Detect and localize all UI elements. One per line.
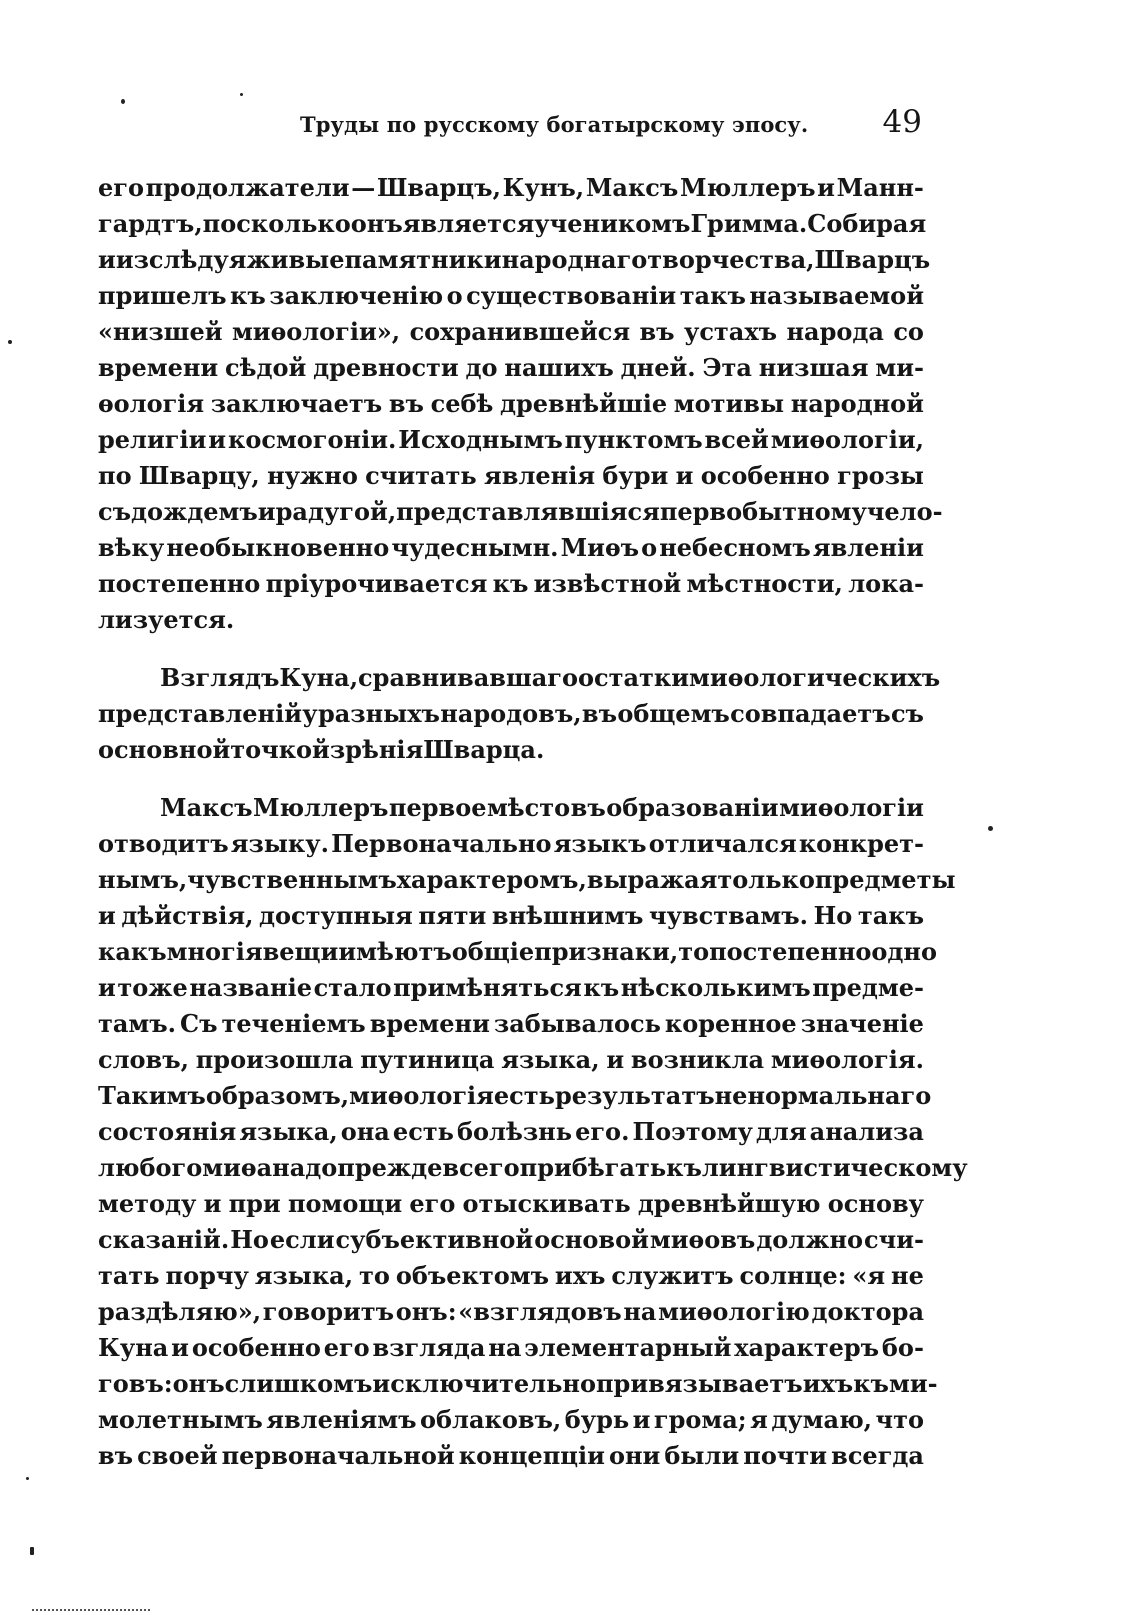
text-line: Куна и особенно его взгляда на элементарный характеръ бо- [98,1333,924,1362]
text-line: времени сѣдой древности до нашихъ дней. Эта низшая ми- [98,353,924,382]
text-line: тать порчу языка, то объектомъ ихъ служитъ солнце: «я не [98,1261,924,1290]
paragraph [98,170,943,638]
running-title: Труды по русскому богатырскому эпосу. [300,112,809,137]
scan-speck [8,340,12,344]
text-line: вѣку необыкновенно чудеснымн. Миѳъ о небесномъ явленіи [98,533,924,562]
text-line: въ своей первоначальной концепціи они были почти всегда [98,1441,924,1470]
text-line: и дѣйствія, доступныя пяти внѣшнимъ чувствамъ. Но такъ [98,901,924,930]
text-line: по Шварцу, нужно считать явленія бури и особенно грозы [98,461,924,490]
text-line: какъ многія вещи имѣютъ общіе признаки, то постепенно одно [98,937,937,966]
text-line: Такимъ образомъ, миѳологія есть результатъ ненормальнаго [98,1081,932,1110]
text-line: Взглядъ Куна, сравнивавшаго остатки миѳологическихъ [160,663,941,692]
text-line: съ дождемъ и радугой, представлявшіяся первобытному чело- [98,497,943,526]
text-line: ѳологія заключаетъ въ себѣ древнѣйшіе мотивы народной [98,389,924,418]
text-line: основной точкой зрѣнія Шварца. [98,735,545,764]
text-line: его продолжатели — Шварцъ, Кунъ, Максъ Мюллеръ и Манн- [98,173,924,202]
text-line: постепенно пріурочивается къ извѣстной мѣстности, лока- [98,569,924,598]
paragraph-gap [98,768,924,790]
text-line: сказаній. Но если субъективной основой миѳовъ должно счи- [98,1225,924,1254]
text-line: лизуется. [98,605,235,634]
text-line: отводитъ языку. Первоначально языкъ отличался конкрет- [98,829,924,858]
page-number: 49 [882,104,922,140]
body-text [98,170,968,1474]
text-line: «низшей миѳологіи», сохранившейся въ устахъ народа со [98,317,924,346]
text-line: представленій у разныхъ народовъ, въ общемъ совпадаетъ съ [98,699,924,728]
text-line: молетнымъ явленіямъ облаковъ, бурь и грома; я думаю, что [98,1405,924,1434]
text-line: пришелъ къ заключенію о существованіи такъ называемой [98,281,924,310]
text-line: раздѣляю», говоритъ онъ: «взглядовъ на миѳологію доктора [98,1297,924,1326]
text-line: нымъ, чувственнымъ характеромъ, выражая только предметы [98,865,956,894]
text-line: методу и при помощи его отыскивать древнѣйшую основу [98,1189,924,1218]
scan-speck [121,99,125,104]
text-line: Максъ Мюллеръ первое мѣсто въ образованіи миѳологіи [160,793,924,822]
scan-speck [988,826,993,831]
text-line: гардтъ, по сколько онъ является ученикомъ Гримма. Собирая [98,209,927,238]
text-line: любого миѳа надо прежде всего прибѣгать къ лингвистическому [98,1153,968,1182]
text-line: тамъ. Съ теченіемъ времени забывалось коренное значеніе [98,1009,924,1038]
text-line: состоянія языка, она есть болѣзнь его. Поэтому для анализа [98,1117,924,1146]
text-line: говъ: онъ слишкомъ исключительно привязываетъ ихъ къ ми- [98,1369,938,1398]
scan-speck [26,1477,29,1480]
scan-speck [30,1547,34,1555]
text-line: и тоже названіе стало примѣняться къ нѣсколькимъ предме- [98,973,924,1002]
scan-edge-mark [32,1609,150,1611]
page-header [300,104,930,144]
paragraph-gap [98,638,924,660]
text-line: словъ, произошла путиница языка, и возникла миѳологія. [98,1045,924,1074]
paragraph [98,660,941,768]
text-line: и изслѣдуя живые памятники народнаго творчества, Шварцъ [98,245,931,274]
scan-speck [240,93,243,96]
text-line: религіи и космогоніи. Исходнымъ пунктомъ всей миѳологіи, [98,425,924,454]
paragraph [98,790,968,1474]
